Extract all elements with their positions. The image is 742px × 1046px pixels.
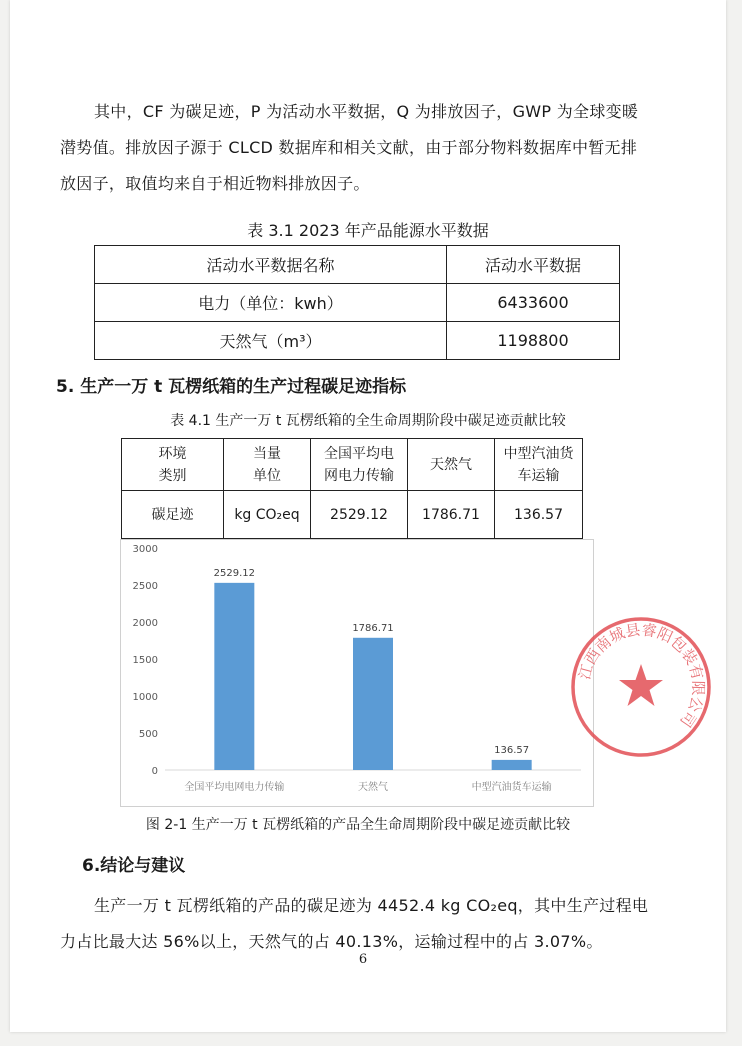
page-number: 6 (358, 952, 368, 967)
table-header-cell (224, 439, 311, 491)
bar-value-label: 1786.71 (352, 622, 394, 634)
table-3-1 (94, 245, 620, 360)
y-tick-label: 1000 (132, 692, 158, 703)
intro-paragraph (60, 94, 660, 202)
section-6-heading: 6.结论与建议 (82, 856, 186, 876)
table-3-1-caption: 表 3.1 2023 年产品能源水平数据 (247, 221, 489, 240)
header-line: 当量 (253, 445, 281, 462)
x-category-label: 全国平均电网电力传输 (184, 782, 285, 793)
company-seal-stamp (566, 612, 716, 762)
y-tick-label: 0 (151, 766, 158, 777)
intro-line-2: 潜势值。排放因子源于 CLCD 数据库和相关文献，由于部分物料数据库中暂无排 (60, 138, 638, 157)
table-4-1 (121, 438, 583, 539)
bar-value-label: 2529.12 (213, 567, 256, 579)
table-cell: 2529.12 (311, 491, 408, 539)
document-page (10, 0, 726, 1032)
y-tick-label: 500 (138, 729, 158, 740)
chart-bar (492, 760, 532, 770)
table-cell: kg CO₂eq (224, 491, 311, 539)
table-header-cell: 天然气 (408, 439, 495, 491)
table-header-cell (311, 439, 408, 491)
header-line: 中型汽油货 (503, 445, 574, 462)
bar-value-label: 136.57 (494, 744, 530, 756)
table-header-cell: 活动水平数据 (447, 246, 620, 284)
y-tick-label: 2500 (132, 581, 158, 592)
header-line: 环境 (158, 445, 187, 462)
y-tick-label: 1500 (132, 655, 158, 666)
header-line: 网电力传输 (324, 467, 394, 484)
seal-text-path: 江西南城县睿阳包装有限公司 (575, 620, 708, 731)
table-row (122, 491, 583, 539)
table-cell: 136.57 (495, 491, 583, 539)
intro-line-3: 放因子，取值均来自于相近物料排放因子。 (60, 174, 370, 193)
table-cell: 碳足迹 (122, 491, 224, 539)
table-row (95, 322, 620, 360)
chart-bar (353, 638, 393, 770)
table-cell: 1786.71 (408, 491, 495, 539)
table-cell: 6433600 (447, 284, 620, 322)
table-header-cell (495, 439, 583, 491)
header-line: 单位 (253, 467, 281, 484)
figure-caption: 图 2-1 生产一万 t 瓦楞纸箱的产品全生命周期阶段中碳足迹贡献比较 (145, 817, 571, 833)
table-row (95, 246, 620, 284)
table-row (122, 439, 583, 491)
conclusion-line-2: 力占比最大达 56%以上，天然气的占 40.13%，运输过程中的占 3.07%。 (60, 932, 603, 951)
x-category-label: 天然气 (358, 782, 388, 793)
conclusion-paragraph (60, 888, 660, 960)
table-header-cell (122, 439, 224, 491)
bar-chart-svg (121, 540, 593, 806)
chart-bar (214, 583, 254, 770)
table-row (95, 284, 620, 322)
bar-chart (120, 539, 594, 807)
conclusion-line-1: 生产一万 t 瓦楞纸箱的产品的碳足迹为 4452.4 kg CO₂eq，其中生产过程电 (94, 896, 649, 915)
header-line: 车运输 (517, 467, 560, 484)
table-header-cell: 活动水平数据名称 (95, 246, 447, 284)
y-tick-label: 3000 (132, 544, 158, 555)
section-5-heading: 5. 生产一万 t 瓦楞纸箱的生产过程碳足迹指标 (56, 377, 407, 397)
table-cell: 天然气（m³） (95, 322, 447, 360)
table-cell: 1198800 (447, 322, 620, 360)
header-line: 全国平均电 (324, 445, 394, 462)
seal-star-icon (619, 664, 663, 706)
y-tick-label: 2000 (132, 618, 158, 629)
table-4-1-caption: 表 4.1 生产一万 t 瓦楞纸箱的全生命周期阶段中碳足迹贡献比较 (170, 413, 566, 429)
header-line: 类别 (158, 467, 187, 484)
intro-line-1: 其中，CF 为碳足迹，P 为活动水平数据，Q 为排放因子，GWP 为全球变暖 (94, 102, 639, 121)
x-category-label: 中型汽油货车运输 (471, 782, 552, 793)
table-cell: 电力（单位：kwh） (95, 284, 447, 322)
